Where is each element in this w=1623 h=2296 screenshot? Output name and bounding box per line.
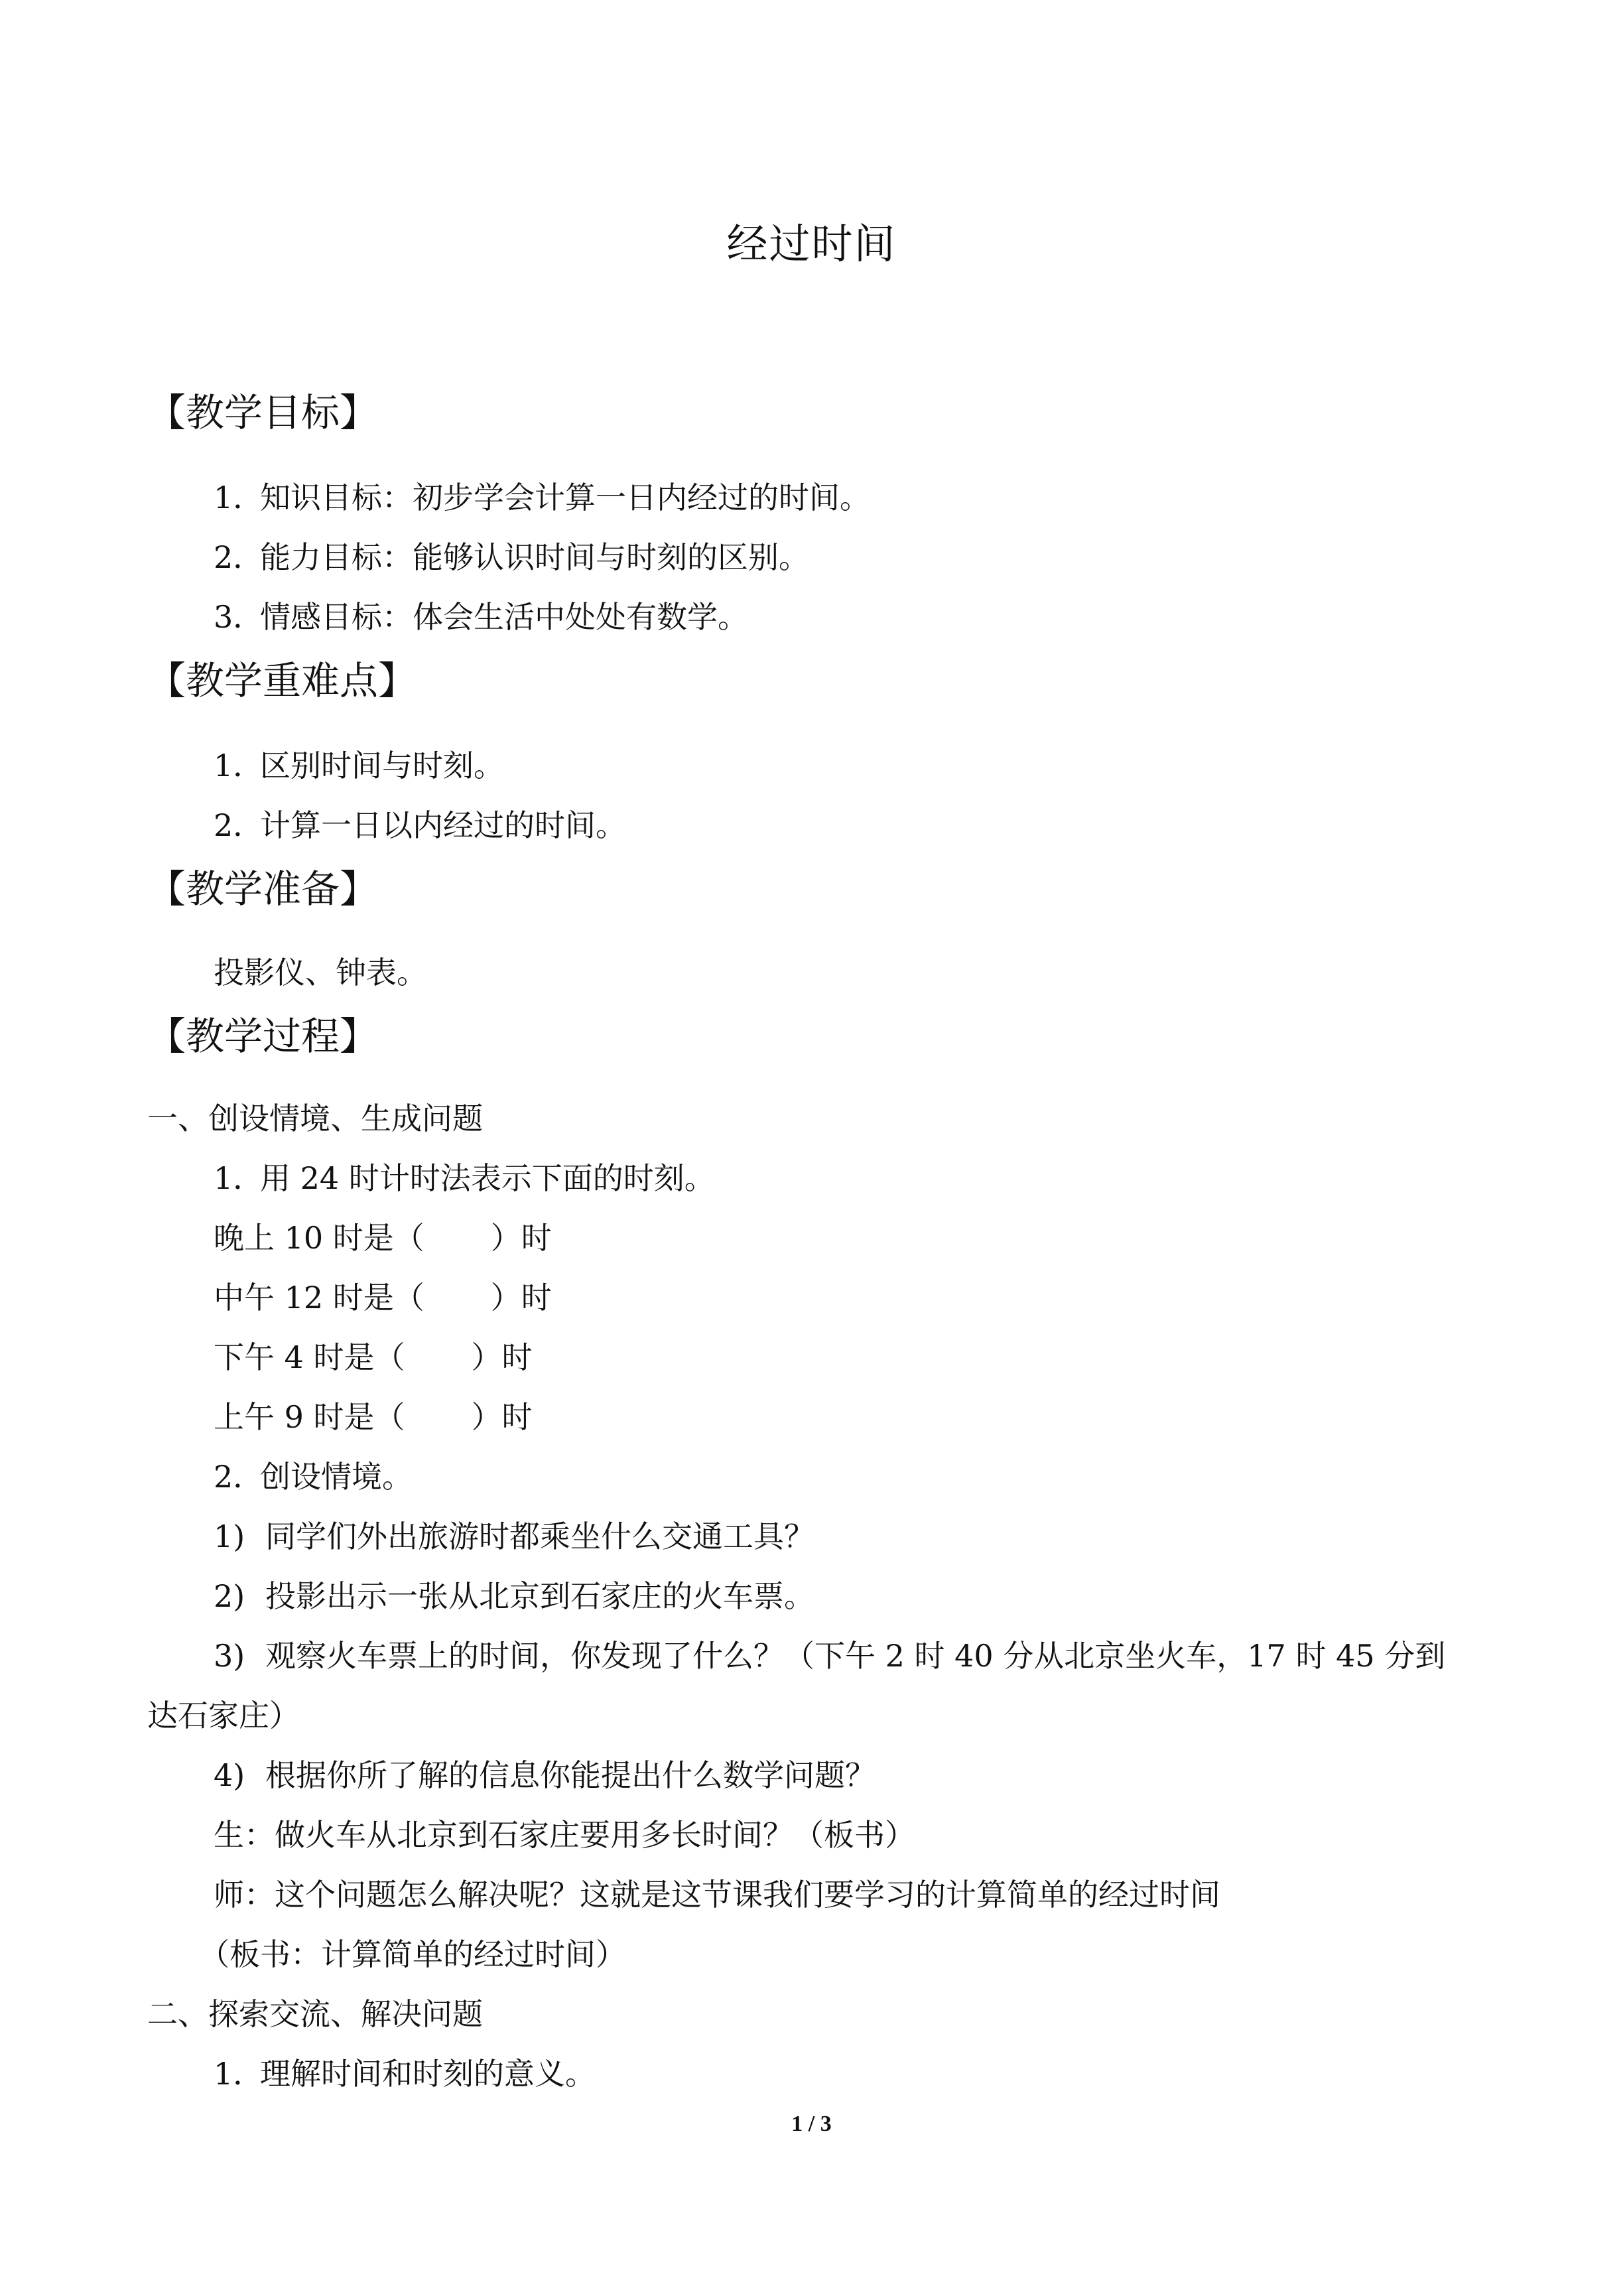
sub-number: 4) <box>214 1757 245 1793</box>
item-text: 区别时间与时刻。 <box>260 748 504 783</box>
item-number: 1． <box>214 1160 264 1196</box>
list-item <box>214 1457 413 1497</box>
sub-number: 1) <box>214 1519 245 1554</box>
section-heading-prep: 【教学准备】 <box>147 866 379 912</box>
item-text: 能力目标：能够认识时间与时刻的区别。 <box>260 539 809 575</box>
item-text: 知识目标：初步学会计算一日内经过的时间。 <box>260 480 870 515</box>
item-number: 1． <box>214 2056 264 2092</box>
section-heading-goals: 【教学目标】 <box>147 390 379 435</box>
sub-item <box>214 1576 814 1616</box>
list-item <box>214 537 809 577</box>
fill-after: ）时 <box>471 1399 533 1435</box>
page-title: 经过时间 <box>726 220 897 268</box>
page-number: 1 / 3 <box>791 2112 832 2136</box>
list-item <box>214 597 748 637</box>
sub-number: 3) <box>214 1638 245 1674</box>
item-number: 2． <box>214 1459 264 1495</box>
section-heading-process: 【教学过程】 <box>147 1014 379 1059</box>
fill-before: 晚上 10 时是（ <box>214 1220 424 1256</box>
fill-after: ）时 <box>490 1220 552 1256</box>
fill-before: 中午 12 时是（ <box>214 1280 424 1316</box>
sub-text: 根据你所了解的信息你能提出什么数学问题？ <box>265 1757 876 1793</box>
fill-after: ）时 <box>490 1280 552 1316</box>
item-number: 2． <box>214 539 264 575</box>
fill-before: 上午 9 时是（ <box>214 1399 405 1435</box>
item-number: 3． <box>214 599 264 635</box>
prep-text: 投影仪、钟表。 <box>214 955 427 990</box>
item-number: 2． <box>214 807 264 843</box>
board-note: （板书：计算简单的经过时间） <box>199 1936 626 1972</box>
list-item <box>214 746 504 785</box>
sub-text: 投影出示一张从北京到石家庄的火车票。 <box>265 1578 814 1614</box>
item-text: 创设情境。 <box>260 1459 413 1495</box>
student-line: 生：做火车从北京到石家庄要用多长时间？（板书） <box>214 1817 915 1853</box>
part-heading: 一、创设情境、生成问题 <box>147 1101 483 1136</box>
list-item <box>214 805 626 845</box>
section-heading-keypoints: 【教学重难点】 <box>147 658 417 703</box>
item-number: 1． <box>214 748 264 783</box>
fill-blank-item <box>214 1278 552 1317</box>
sub-number: 2) <box>214 1578 245 1614</box>
fill-blank-item <box>214 1337 533 1377</box>
sub-item-continuation: 达石家庄） <box>147 1698 300 1733</box>
sub-item <box>214 1636 1445 1676</box>
list-item <box>214 478 870 517</box>
sub-item <box>214 1517 814 1556</box>
list-item <box>214 2054 596 2094</box>
sub-text: 同学们外出旅游时都乘坐什么交通工具？ <box>265 1519 814 1554</box>
item-number: 1． <box>214 480 264 515</box>
item-text: 理解时间和时刻的意义。 <box>260 2056 596 2092</box>
fill-blank-item <box>214 1397 533 1437</box>
sub-item <box>214 1755 876 1795</box>
item-text: 计算一日以内经过的时间。 <box>260 807 626 843</box>
part-heading: 二、探索交流、解决问题 <box>147 1996 483 2032</box>
fill-blank-item <box>214 1218 552 1258</box>
sub-text: 观察火车票上的时间，你发现了什么？（下午 2 时 40 分从北京坐火车，17 时 45 分到 <box>265 1638 1446 1674</box>
item-text: 情感目标：体会生活中处处有数学。 <box>260 599 748 635</box>
list-item <box>214 1158 715 1198</box>
fill-before: 下午 4 时是（ <box>214 1339 405 1375</box>
item-text: 用 24 时计时法表示下面的时刻。 <box>260 1160 715 1196</box>
fill-after: ）时 <box>471 1339 533 1375</box>
teacher-line: 师：这个问题怎么解决呢？这就是这节课我们要学习的计算简单的经过时间 <box>214 1877 1220 1913</box>
